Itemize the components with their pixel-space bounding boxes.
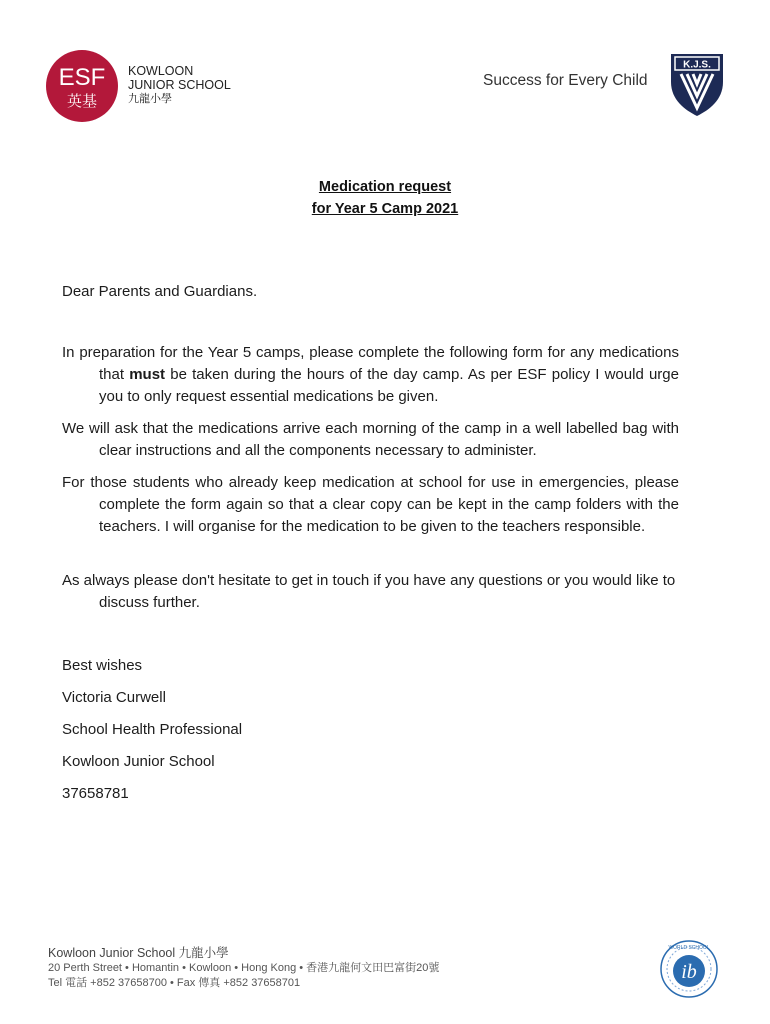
paragraph-2: We will ask that the medications arrive each morning of the camp in a well labelled bag with clear instructions and all the components necessary to administer. [62,420,679,459]
svg-text:WORLD SCHOOL: WORLD SCHOOL [668,945,710,951]
footer-contact: Tel 電話 +852 37658700 • Fax 傳真 +852 37658701 [48,977,301,989]
ib-world-school-logo [658,938,724,1000]
svg-text:K.J.S.: K.J.S. [683,59,711,71]
school-name-line2: JUNIOR SCHOOL [128,78,231,92]
school-name [128,64,231,106]
svg-text:ib: ib [681,961,697,983]
signer-school: Kowloon Junior School [62,753,215,770]
footer-school-name: Kowloon Junior School 九龍小學 [48,946,229,960]
esf-logo [46,50,118,122]
footer-address: 20 Perth Street • Homantin • Kowloon • Hong Kong • 香港九龍何文田巴富街20號 [48,962,440,974]
paragraph-4: As always please don't hesitate to get in touch if you have any questions or you would like to discuss further. [62,572,676,611]
signer-name: Victoria Curwell [62,689,166,706]
document-title: Medication request [318,179,452,195]
svg-text:ESF: ESF [58,64,106,91]
signer-phone: 37658781 [62,785,129,802]
school-name-cn: 九龍小學 [128,93,172,105]
paragraph-1: In preparation for the Year 5 camps, please complete the following form for any medications that must be taken during the hours of the day camp. As per ESF policy I would urge you to only request essential medications be given. [62,344,679,405]
svg-text:英基: 英基 [66,92,98,110]
footer [48,946,439,991]
paragraph-3: For those students who already keep medication at school for use in emergencies, please complete the form again so that a clear copy can be kept in the camp folders with the teachers. I will organise for the medication to be given to the teachers responsible. [62,474,679,535]
emphasis-must: must [129,366,166,383]
signer-role: School Health Professional [62,721,243,738]
school-name-line1: KOWLOON [128,64,194,78]
document-subtitle: for Year 5 Camp 2021 [311,201,459,217]
tagline: Success for Every Child [483,72,648,89]
closing: Best wishes [62,657,143,674]
greeting: Dear Parents and Guardians. [62,283,258,300]
kjs-shield-logo [669,52,725,118]
